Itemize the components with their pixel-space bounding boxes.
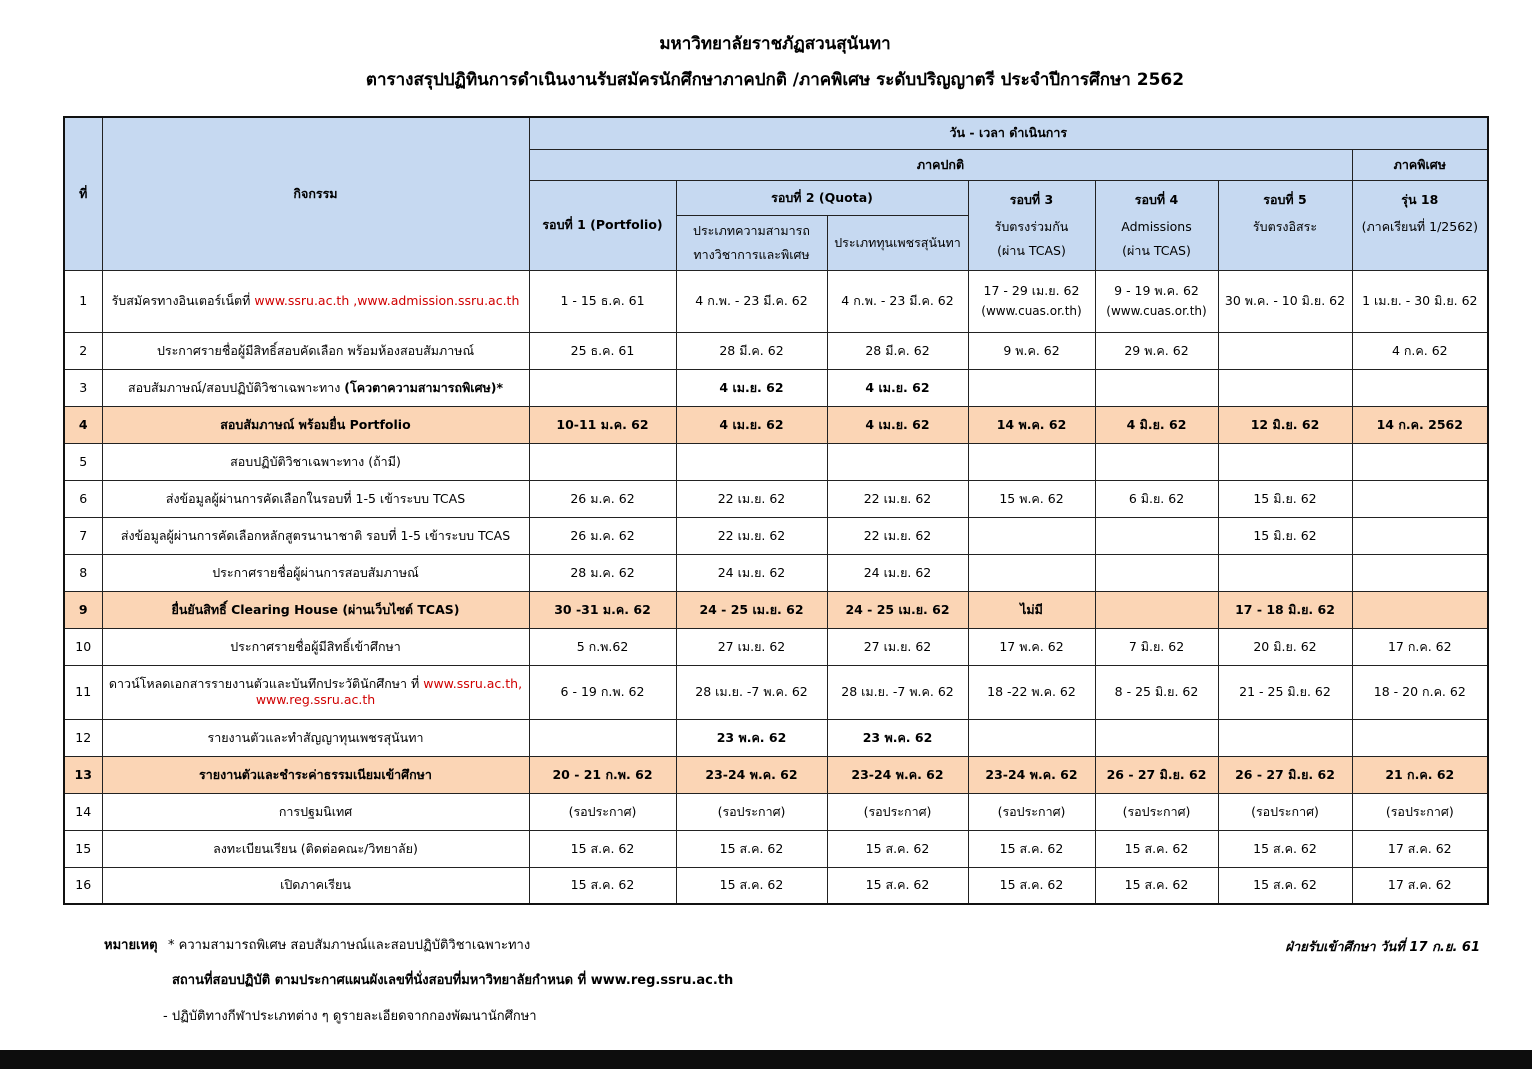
date-cell-r5 xyxy=(1218,406,1352,443)
date-cell-r1 xyxy=(529,628,676,665)
page-edge xyxy=(1522,0,1532,1050)
activity-text: ประกาศรายชื่อผู้มีสิทธิ์เข้าศึกษา xyxy=(230,638,401,654)
date-cell-r4 xyxy=(1095,628,1218,665)
date-cell-sp xyxy=(1352,443,1488,480)
row-number: 5 xyxy=(64,443,102,480)
date-cell-r2b xyxy=(827,628,968,665)
date-cell-r1 xyxy=(529,332,676,369)
date-cell-r4 xyxy=(1095,480,1218,517)
date-value: (รอประกาศ) xyxy=(717,803,786,819)
table-row xyxy=(64,756,1488,793)
date-cell-r5 xyxy=(1218,719,1352,756)
date-cell-r5 xyxy=(1218,443,1352,480)
date-cell-sp xyxy=(1352,628,1488,665)
date-cell-r2a xyxy=(676,665,827,719)
date-cell-r2b xyxy=(827,793,968,830)
date-cell-r5 xyxy=(1218,867,1352,904)
table-row xyxy=(64,830,1488,867)
date-cell-r4 xyxy=(1095,756,1218,793)
row-number: 12 xyxy=(64,719,102,756)
date-cell-r3 xyxy=(968,867,1095,904)
date-value: 17 ก.ค. 62 xyxy=(1387,638,1452,654)
date-value: 14 พ.ค. 62 xyxy=(996,416,1067,432)
date-value: 15 ส.ค. 62 xyxy=(999,840,1064,856)
notes-line1: * ความสามารถพิเศษ สอบสัมภาษณ์และสอบปฏิบัติวิชาเฉพาะทาง xyxy=(168,938,531,953)
table-row xyxy=(64,867,1488,904)
date-cell-r5 xyxy=(1218,591,1352,628)
date-value: 23-24 พ.ค. 62 xyxy=(705,766,798,782)
date-note: (www.cuas.or.th) xyxy=(981,304,1082,319)
row-activity xyxy=(102,591,529,628)
date-value: 4 ก.พ. - 23 มี.ค. 62 xyxy=(695,293,808,309)
header-round1: รอบที่ 1 (Portfolio) xyxy=(529,180,676,270)
date-value: 15 มิ.ย. 62 xyxy=(1253,490,1317,506)
date-cell-sp xyxy=(1352,830,1488,867)
date-value: 23 พ.ค. 62 xyxy=(716,729,787,745)
row-activity xyxy=(102,756,529,793)
date-value: 15 ส.ค. 62 xyxy=(1253,877,1317,893)
table-row xyxy=(64,665,1488,719)
header-round2b: ประเภททุนเพชรสุนันทา xyxy=(827,215,968,270)
date-cell-sp xyxy=(1352,591,1488,628)
row-number: 9 xyxy=(64,591,102,628)
date-cell-r2b xyxy=(827,665,968,719)
date-cell-r3 xyxy=(968,628,1095,665)
activity-text: การปฐมนิเทศ xyxy=(278,803,353,819)
date-value: 15 ส.ค. 62 xyxy=(865,877,930,893)
header-round4 xyxy=(1095,180,1218,270)
date-value: 28 มี.ค. 62 xyxy=(865,342,930,358)
date-value: 15 มิ.ย. 62 xyxy=(1253,527,1317,543)
date-value: 30 พ.ค. - 10 มิ.ย. 62 xyxy=(1224,293,1346,309)
date-cell-r3 xyxy=(968,517,1095,554)
date-value: 17 ส.ค. 62 xyxy=(1387,877,1452,893)
date-cell-r1 xyxy=(529,591,676,628)
activity-text: ลงทะเบียนเรียน (ติดต่อคณะ/วิทยาลัย) xyxy=(213,840,418,856)
special-sub: (ภาคเรียนที่ 1/2562) xyxy=(1361,219,1478,235)
activity-text: เปิดภาคเรียน xyxy=(280,877,351,893)
table-row xyxy=(64,554,1488,591)
activity-text: ส่งข้อมูลผู้ผ่านการคัดเลือกในรอบที่ 1-5 เข้าระบบ TCAS xyxy=(165,490,466,506)
date-cell-r2b xyxy=(827,517,968,554)
table-row xyxy=(64,406,1488,443)
table-row xyxy=(64,628,1488,665)
document-title: มหาวิทยาลัยราชภัฏสวนสุนันทา xyxy=(659,34,891,54)
date-value: ไม่มี xyxy=(1020,601,1043,617)
date-cell-r1 xyxy=(529,554,676,591)
date-value: 12 มิ.ย. 62 xyxy=(1250,416,1320,432)
date-cell-r5 xyxy=(1218,628,1352,665)
date-value: 28 เม.ย. -7 พ.ค. 62 xyxy=(841,684,954,700)
table-row xyxy=(64,719,1488,756)
date-cell-r2a xyxy=(676,517,827,554)
date-cell-sp xyxy=(1352,369,1488,406)
date-value: 26 - 27 มิ.ย. 62 xyxy=(1235,766,1335,782)
date-cell-r2b xyxy=(827,406,968,443)
row-number: 1 xyxy=(64,270,102,332)
row-activity xyxy=(102,867,529,904)
notes-issuer: ฝ่ายรับเข้าศึกษา วันที่ 17 ก.ย. 61 xyxy=(1285,940,1480,955)
date-cell-r3 xyxy=(968,756,1095,793)
date-cell-sp xyxy=(1352,406,1488,443)
date-cell-r2b xyxy=(827,369,968,406)
date-value: 4 เม.ย. 62 xyxy=(719,379,784,395)
row-activity xyxy=(102,719,529,756)
date-value: 4 ก.ค. 62 xyxy=(1391,342,1448,358)
date-value: 20 มิ.ย. 62 xyxy=(1253,638,1317,654)
notes-label: หมายเหตุ xyxy=(104,938,158,953)
row-activity xyxy=(102,554,529,591)
date-cell-r2a xyxy=(676,480,827,517)
row-activity xyxy=(102,830,529,867)
date-cell-r2a xyxy=(676,332,827,369)
date-cell-r1 xyxy=(529,480,676,517)
table-row xyxy=(64,369,1488,406)
header-special: ภาคพิเศษ xyxy=(1352,149,1488,180)
date-value: 28 เม.ย. -7 พ.ค. 62 xyxy=(695,684,808,700)
date-cell-r4 xyxy=(1095,793,1218,830)
date-cell-r3 xyxy=(968,554,1095,591)
activity-text: ส่งข้อมูลผู้ผ่านการคัดเลือกหลักสูตรนานาชาติ รอบที่ 1-5 เข้าระบบ TCAS xyxy=(120,527,511,543)
date-note: (www.cuas.or.th) xyxy=(1106,304,1207,319)
row-number: 16 xyxy=(64,867,102,904)
row-number: 6 xyxy=(64,480,102,517)
activity-link[interactable]: www.ssru.ac.th, xyxy=(423,676,523,692)
date-value: 17 - 29 เม.ย. 62 xyxy=(983,282,1080,298)
date-value: 24 เม.ย. 62 xyxy=(717,564,786,580)
activity-text: ประกาศรายชื่อผู้มีสิทธิ์สอบคัดเลือก พร้อมห้องสอบสัมภาษณ์ xyxy=(156,342,475,358)
date-cell-r3 xyxy=(968,719,1095,756)
row-number: 7 xyxy=(64,517,102,554)
date-cell-r4 xyxy=(1095,332,1218,369)
date-value: 25 ธ.ค. 61 xyxy=(570,342,635,358)
date-value: 21 - 25 มิ.ย. 62 xyxy=(1239,684,1331,700)
special-title: รุ่น 18 xyxy=(1401,191,1439,207)
schedule-table xyxy=(63,116,1489,905)
activity-text: รายงานตัวและทำสัญญาทุนเพชรสุนันทา xyxy=(207,729,424,745)
activity-text: รายงานตัวและชำระค่าธรรมเนียมเข้าศึกษา xyxy=(199,766,432,782)
date-value: 4 เม.ย. 62 xyxy=(865,416,930,432)
row-number: 15 xyxy=(64,830,102,867)
table-row xyxy=(64,480,1488,517)
date-cell-r4 xyxy=(1095,406,1218,443)
date-value: (รอประกาศ) xyxy=(1385,803,1454,819)
date-value: 8 - 25 มิ.ย. 62 xyxy=(1114,684,1199,700)
activity-text: สอบสัมภาษณ์/สอบปฏิบัติวิชาเฉพาะทาง xyxy=(127,379,345,395)
date-cell-r3 xyxy=(968,270,1095,332)
date-value: 4 ก.พ. - 23 มี.ค. 62 xyxy=(841,293,954,309)
table-row xyxy=(64,591,1488,628)
date-cell-r4 xyxy=(1095,867,1218,904)
date-cell-r1 xyxy=(529,793,676,830)
date-cell-r3 xyxy=(968,830,1095,867)
header-round2: รอบที่ 2 (Quota) xyxy=(676,180,968,215)
date-value: 15 ส.ค. 62 xyxy=(570,877,635,893)
date-value: 22 เม.ย. 62 xyxy=(717,490,786,506)
row-number: 3 xyxy=(64,369,102,406)
date-value: (รอประกาศ) xyxy=(568,803,637,819)
row-activity xyxy=(102,665,529,719)
date-cell-r2a xyxy=(676,270,827,332)
date-value: 4 เม.ย. 62 xyxy=(719,416,784,432)
date-cell-r3 xyxy=(968,332,1095,369)
date-value: 23-24 พ.ค. 62 xyxy=(985,766,1078,782)
round3-title: รอบที่ 3 xyxy=(1009,191,1054,207)
table-row xyxy=(64,270,1488,332)
date-cell-r2b xyxy=(827,756,968,793)
date-value: 24 - 25 เม.ย. 62 xyxy=(699,601,804,617)
date-value: 24 - 25 เม.ย. 62 xyxy=(845,601,950,617)
header-no: ที่ xyxy=(64,117,102,270)
date-value: 26 - 27 มิ.ย. 62 xyxy=(1106,766,1207,782)
date-value: 29 พ.ค. 62 xyxy=(1124,342,1189,358)
date-value: 15 ส.ค. 62 xyxy=(1253,840,1317,856)
table-row xyxy=(64,517,1488,554)
date-value: 20 - 21 ก.พ. 62 xyxy=(552,766,653,782)
round4-sub1: Admissions xyxy=(1121,219,1192,235)
date-value: (รอประกาศ) xyxy=(1122,803,1191,819)
round3-sub2: (ผ่าน TCAS) xyxy=(997,242,1066,258)
table-row xyxy=(64,332,1488,369)
date-cell-r2a xyxy=(676,793,827,830)
activity-text: ดาวน์โหลดเอกสารรายงานตัวและบันทึกประวัตินักศึกษา ที่ xyxy=(108,676,424,692)
date-cell-r2b xyxy=(827,332,968,369)
date-cell-r1 xyxy=(529,867,676,904)
date-value: 15 ส.ค. 62 xyxy=(999,877,1064,893)
date-value: 9 พ.ค. 62 xyxy=(1003,342,1060,358)
date-cell-r2a xyxy=(676,628,827,665)
date-cell-r5 xyxy=(1218,793,1352,830)
date-value: 17 - 18 มิ.ย. 62 xyxy=(1235,601,1335,617)
date-cell-r1 xyxy=(529,369,676,406)
date-cell-r2a xyxy=(676,369,827,406)
date-value: 21 ก.ค. 62 xyxy=(1385,766,1455,782)
date-value: (รอประกาศ) xyxy=(997,803,1066,819)
date-cell-r2a xyxy=(676,756,827,793)
date-value: 30 -31 ม.ค. 62 xyxy=(554,601,651,617)
date-cell-r2a xyxy=(676,867,827,904)
date-value: 1 เม.ย. - 30 มิ.ย. 62 xyxy=(1362,293,1478,309)
date-cell-r5 xyxy=(1218,369,1352,406)
date-cell-r4 xyxy=(1095,830,1218,867)
header-special-round xyxy=(1352,180,1488,270)
round4-title: รอบที่ 4 xyxy=(1134,191,1179,207)
date-value: 28 ม.ค. 62 xyxy=(570,564,635,580)
date-cell-r2b xyxy=(827,554,968,591)
date-cell-r4 xyxy=(1095,369,1218,406)
date-cell-r5 xyxy=(1218,270,1352,332)
date-cell-r3 xyxy=(968,665,1095,719)
date-cell-r2b xyxy=(827,480,968,517)
date-value: 9 - 19 พ.ค. 62 xyxy=(1114,282,1199,298)
date-cell-sp xyxy=(1352,270,1488,332)
row-activity xyxy=(102,480,529,517)
date-cell-r1 xyxy=(529,406,676,443)
date-cell-r2a xyxy=(676,554,827,591)
date-value: 18 - 20 ก.ค. 62 xyxy=(1373,684,1466,700)
date-value: 5 ก.พ.62 xyxy=(576,638,629,654)
date-cell-r5 xyxy=(1218,480,1352,517)
date-cell-r2a xyxy=(676,719,827,756)
date-value: 15 ส.ค. 62 xyxy=(1124,877,1189,893)
date-cell-r5 xyxy=(1218,830,1352,867)
date-cell-r2b xyxy=(827,443,968,480)
bottom-bar xyxy=(0,1050,1532,1069)
date-cell-r3 xyxy=(968,369,1095,406)
date-value: 22 เม.ย. 62 xyxy=(863,527,932,543)
date-cell-sp xyxy=(1352,554,1488,591)
date-value: 6 - 19 ก.พ. 62 xyxy=(560,684,645,700)
date-value: 15 ส.ค. 62 xyxy=(719,877,784,893)
date-value: 26 ม.ค. 62 xyxy=(570,527,635,543)
date-cell-r4 xyxy=(1095,517,1218,554)
table-row xyxy=(64,443,1488,480)
row-activity xyxy=(102,406,529,443)
date-cell-r4 xyxy=(1095,719,1218,756)
date-value: 15 ส.ค. 62 xyxy=(865,840,930,856)
row-number: 2 xyxy=(64,332,102,369)
date-cell-r5 xyxy=(1218,517,1352,554)
activity-text: สอบสัมภาษณ์ พร้อมยื่น Portfolio xyxy=(220,416,411,432)
row-number: 8 xyxy=(64,554,102,591)
date-cell-r1 xyxy=(529,517,676,554)
header-datetime: วัน - เวลา ดำเนินการ xyxy=(529,117,1488,149)
round3-sub1: รับตรงร่วมกัน xyxy=(994,219,1069,235)
date-cell-r5 xyxy=(1218,756,1352,793)
date-cell-r2a xyxy=(676,443,827,480)
row-number: 4 xyxy=(64,406,102,443)
date-cell-sp xyxy=(1352,719,1488,756)
date-value: 24 เม.ย. 62 xyxy=(863,564,932,580)
date-cell-r2a xyxy=(676,406,827,443)
date-cell-r3 xyxy=(968,443,1095,480)
row-activity xyxy=(102,270,529,332)
date-cell-r4 xyxy=(1095,665,1218,719)
date-cell-r4 xyxy=(1095,591,1218,628)
date-value: 15 ส.ค. 62 xyxy=(1124,840,1189,856)
date-cell-r1 xyxy=(529,270,676,332)
date-cell-r1 xyxy=(529,719,676,756)
date-cell-r4 xyxy=(1095,443,1218,480)
activity-bold-text: (โควตาความสามารถพิเศษ)* xyxy=(344,379,504,395)
date-cell-r1 xyxy=(529,756,676,793)
notes-line3: - ปฏิบัติทางกีฬาประเภทต่าง ๆ ดูรายละเอียดจากกองพัฒนานักศึกษา xyxy=(163,1009,537,1024)
row-activity xyxy=(102,332,529,369)
date-cell-r2a xyxy=(676,591,827,628)
date-cell-r2b xyxy=(827,591,968,628)
date-value: 22 เม.ย. 62 xyxy=(863,490,932,506)
activity-text: ประกาศรายชื่อผู้ผ่านการสอบสัมภาษณ์ xyxy=(212,564,419,580)
date-value: 17 พ.ค. 62 xyxy=(999,638,1064,654)
date-value: 10-11 ม.ค. 62 xyxy=(556,416,649,432)
date-value: 22 เม.ย. 62 xyxy=(717,527,786,543)
date-cell-sp xyxy=(1352,756,1488,793)
round4-sub2: (ผ่าน TCAS) xyxy=(1122,242,1191,258)
table-row xyxy=(64,793,1488,830)
date-value: 4 มิ.ย. 62 xyxy=(1126,416,1187,432)
row-number: 14 xyxy=(64,793,102,830)
date-value: 15 ส.ค. 62 xyxy=(570,840,635,856)
date-cell-r3 xyxy=(968,793,1095,830)
date-value: 1 - 15 ธ.ค. 61 xyxy=(560,293,645,309)
date-cell-r1 xyxy=(529,830,676,867)
row-activity xyxy=(102,443,529,480)
row-activity xyxy=(102,369,529,406)
date-cell-sp xyxy=(1352,867,1488,904)
round5-title: รอบที่ 5 xyxy=(1263,191,1307,207)
header-activity: กิจกรรม xyxy=(102,117,529,270)
date-cell-r3 xyxy=(968,406,1095,443)
date-cell-r4 xyxy=(1095,270,1218,332)
date-value: 26 ม.ค. 62 xyxy=(570,490,635,506)
date-value: 17 ส.ค. 62 xyxy=(1387,840,1452,856)
document-subtitle: ตารางสรุปปฏิทินการดำเนินงานรับสมัครนักศึกษาภาคปกติ /ภาคพิเศษ ระดับปริญญาตรี ประจำปีการศึกษา 2562 xyxy=(365,70,1185,90)
activity-text: รับสมัครทางอินเตอร์เน็ตที่ xyxy=(111,293,255,309)
date-cell-sp xyxy=(1352,332,1488,369)
activity-text: สอบปฏิบัติวิชาเฉพาะทาง (ถ้ามี) xyxy=(230,453,401,469)
activity-text: ยื่นยันสิทธิ์ Clearing House (ผ่านเว็บไซต์ TCAS) xyxy=(171,601,460,617)
date-cell-r2b xyxy=(827,867,968,904)
date-cell-r3 xyxy=(968,480,1095,517)
header-round3 xyxy=(968,180,1095,270)
date-cell-sp xyxy=(1352,665,1488,719)
activity-link-2[interactable]: www.reg.ssru.ac.th xyxy=(255,692,376,707)
header-round5 xyxy=(1218,180,1352,270)
date-cell-r1 xyxy=(529,443,676,480)
date-cell-r5 xyxy=(1218,332,1352,369)
row-activity xyxy=(102,517,529,554)
date-cell-r2a xyxy=(676,830,827,867)
date-value: 4 เม.ย. 62 xyxy=(865,379,930,395)
date-cell-sp xyxy=(1352,517,1488,554)
date-cell-r5 xyxy=(1218,665,1352,719)
row-number: 11 xyxy=(64,665,102,719)
date-value: 15 ส.ค. 62 xyxy=(719,840,784,856)
notes-line2: สถานที่สอบปฏิบัติ ตามประกาศแผนผังเลขที่นั่งสอบที่มหาวิทยาลัยกำหนด ที่ www.reg.ssru.ac.th xyxy=(172,973,734,988)
date-value: 28 มี.ค. 62 xyxy=(719,342,784,358)
activity-link[interactable]: www.ssru.ac.th ,www.admission.ssru.ac.th xyxy=(254,293,520,309)
date-value: 27 เม.ย. 62 xyxy=(717,638,786,654)
header-regular: ภาคปกติ xyxy=(529,149,1352,180)
date-cell-r5 xyxy=(1218,554,1352,591)
date-value: 7 มิ.ย. 62 xyxy=(1128,638,1185,654)
row-number: 10 xyxy=(64,628,102,665)
date-cell-r2b xyxy=(827,719,968,756)
date-cell-r4 xyxy=(1095,554,1218,591)
round5-sub1: รับตรงอิสระ xyxy=(1252,219,1318,235)
date-value: 18 -22 พ.ค. 62 xyxy=(987,684,1076,700)
row-number: 13 xyxy=(64,756,102,793)
date-cell-sp xyxy=(1352,480,1488,517)
date-value: (รอประกาศ) xyxy=(863,803,932,819)
date-cell-r2b xyxy=(827,830,968,867)
date-cell-r2b xyxy=(827,270,968,332)
date-value: 6 มิ.ย. 62 xyxy=(1128,490,1185,506)
date-cell-r3 xyxy=(968,591,1095,628)
date-cell-sp xyxy=(1352,793,1488,830)
date-cell-r1 xyxy=(529,665,676,719)
row-activity xyxy=(102,628,529,665)
date-value: (รอประกาศ) xyxy=(1251,803,1319,819)
row-activity xyxy=(102,793,529,830)
header-round2a: ประเภทความสามารถทางวิชาการและพิเศษ xyxy=(676,215,827,270)
date-value: 27 เม.ย. 62 xyxy=(863,638,932,654)
date-value: 15 พ.ค. 62 xyxy=(999,490,1064,506)
date-value: 23-24 พ.ค. 62 xyxy=(851,766,944,782)
date-value: 23 พ.ค. 62 xyxy=(862,729,933,745)
date-value: 14 ก.ค. 2562 xyxy=(1376,416,1463,432)
